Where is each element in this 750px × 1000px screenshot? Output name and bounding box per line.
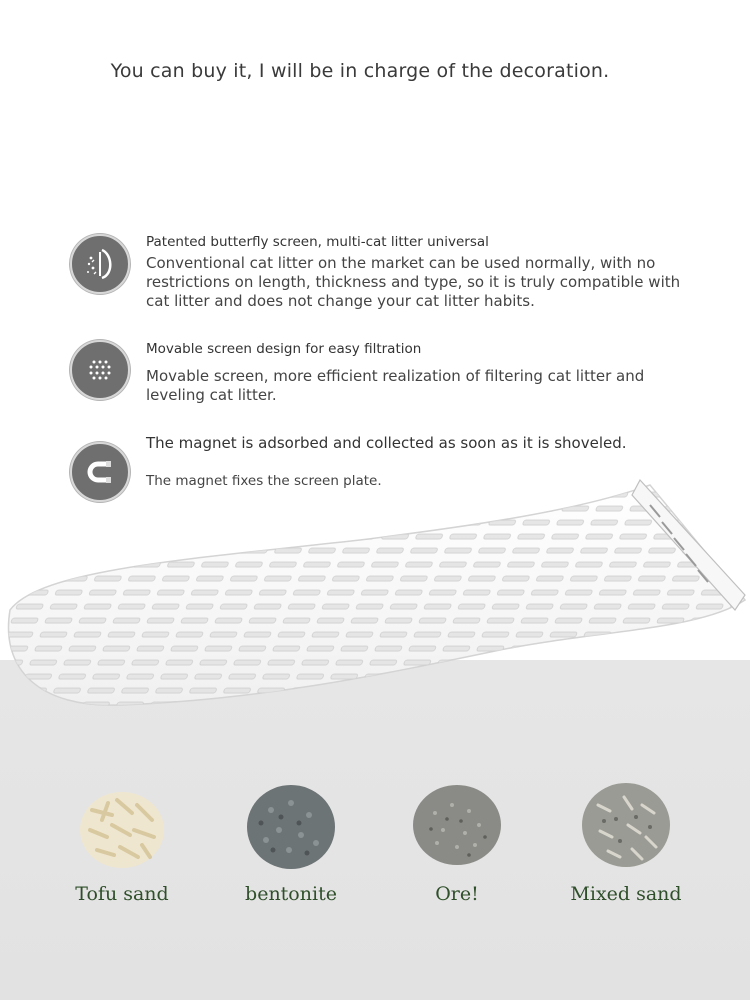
ore-image	[407, 775, 507, 875]
feature-description: Conventional cat litter on the market can be used normally, with no restrictions on length, thickness and type, so it is truly compatible with cat litter and does not change your cat litter habits.	[146, 254, 681, 310]
feature-description: Movable screen, more efficient realization of filtering cat litter and leveling cat litter.	[146, 367, 645, 404]
headline: You can buy it, I will be in charge of the decoration.	[110, 60, 610, 82]
litter-type-bentonite	[231, 775, 351, 905]
litter-label: Mixed sand	[570, 883, 682, 905]
mixed-sand-image	[576, 775, 676, 875]
litter-label: Ore!	[435, 883, 479, 905]
screen-plate-image	[0, 460, 750, 720]
feature-title: Patented butterfly screen, multi-cat litter universal	[146, 234, 489, 250]
feature-title: Movable screen design for easy filtration	[146, 341, 422, 357]
bentonite-image	[241, 775, 341, 875]
litter-type-ore	[397, 775, 517, 905]
tofu-sand-image	[72, 775, 172, 875]
butterfly-screen-icon	[70, 234, 130, 294]
litter-type-mixed-sand	[566, 775, 686, 905]
feature-title: The magnet is adsorbed and collected as soon as it is shoveled.	[146, 434, 627, 452]
litter-type-tofu-sand	[62, 775, 182, 905]
feature-description: The magnet fixes the screen plate.	[146, 473, 382, 489]
litter-label: Tofu sand	[75, 883, 169, 905]
mesh-screen-icon	[70, 340, 130, 400]
litter-label: bentonite	[245, 883, 337, 905]
